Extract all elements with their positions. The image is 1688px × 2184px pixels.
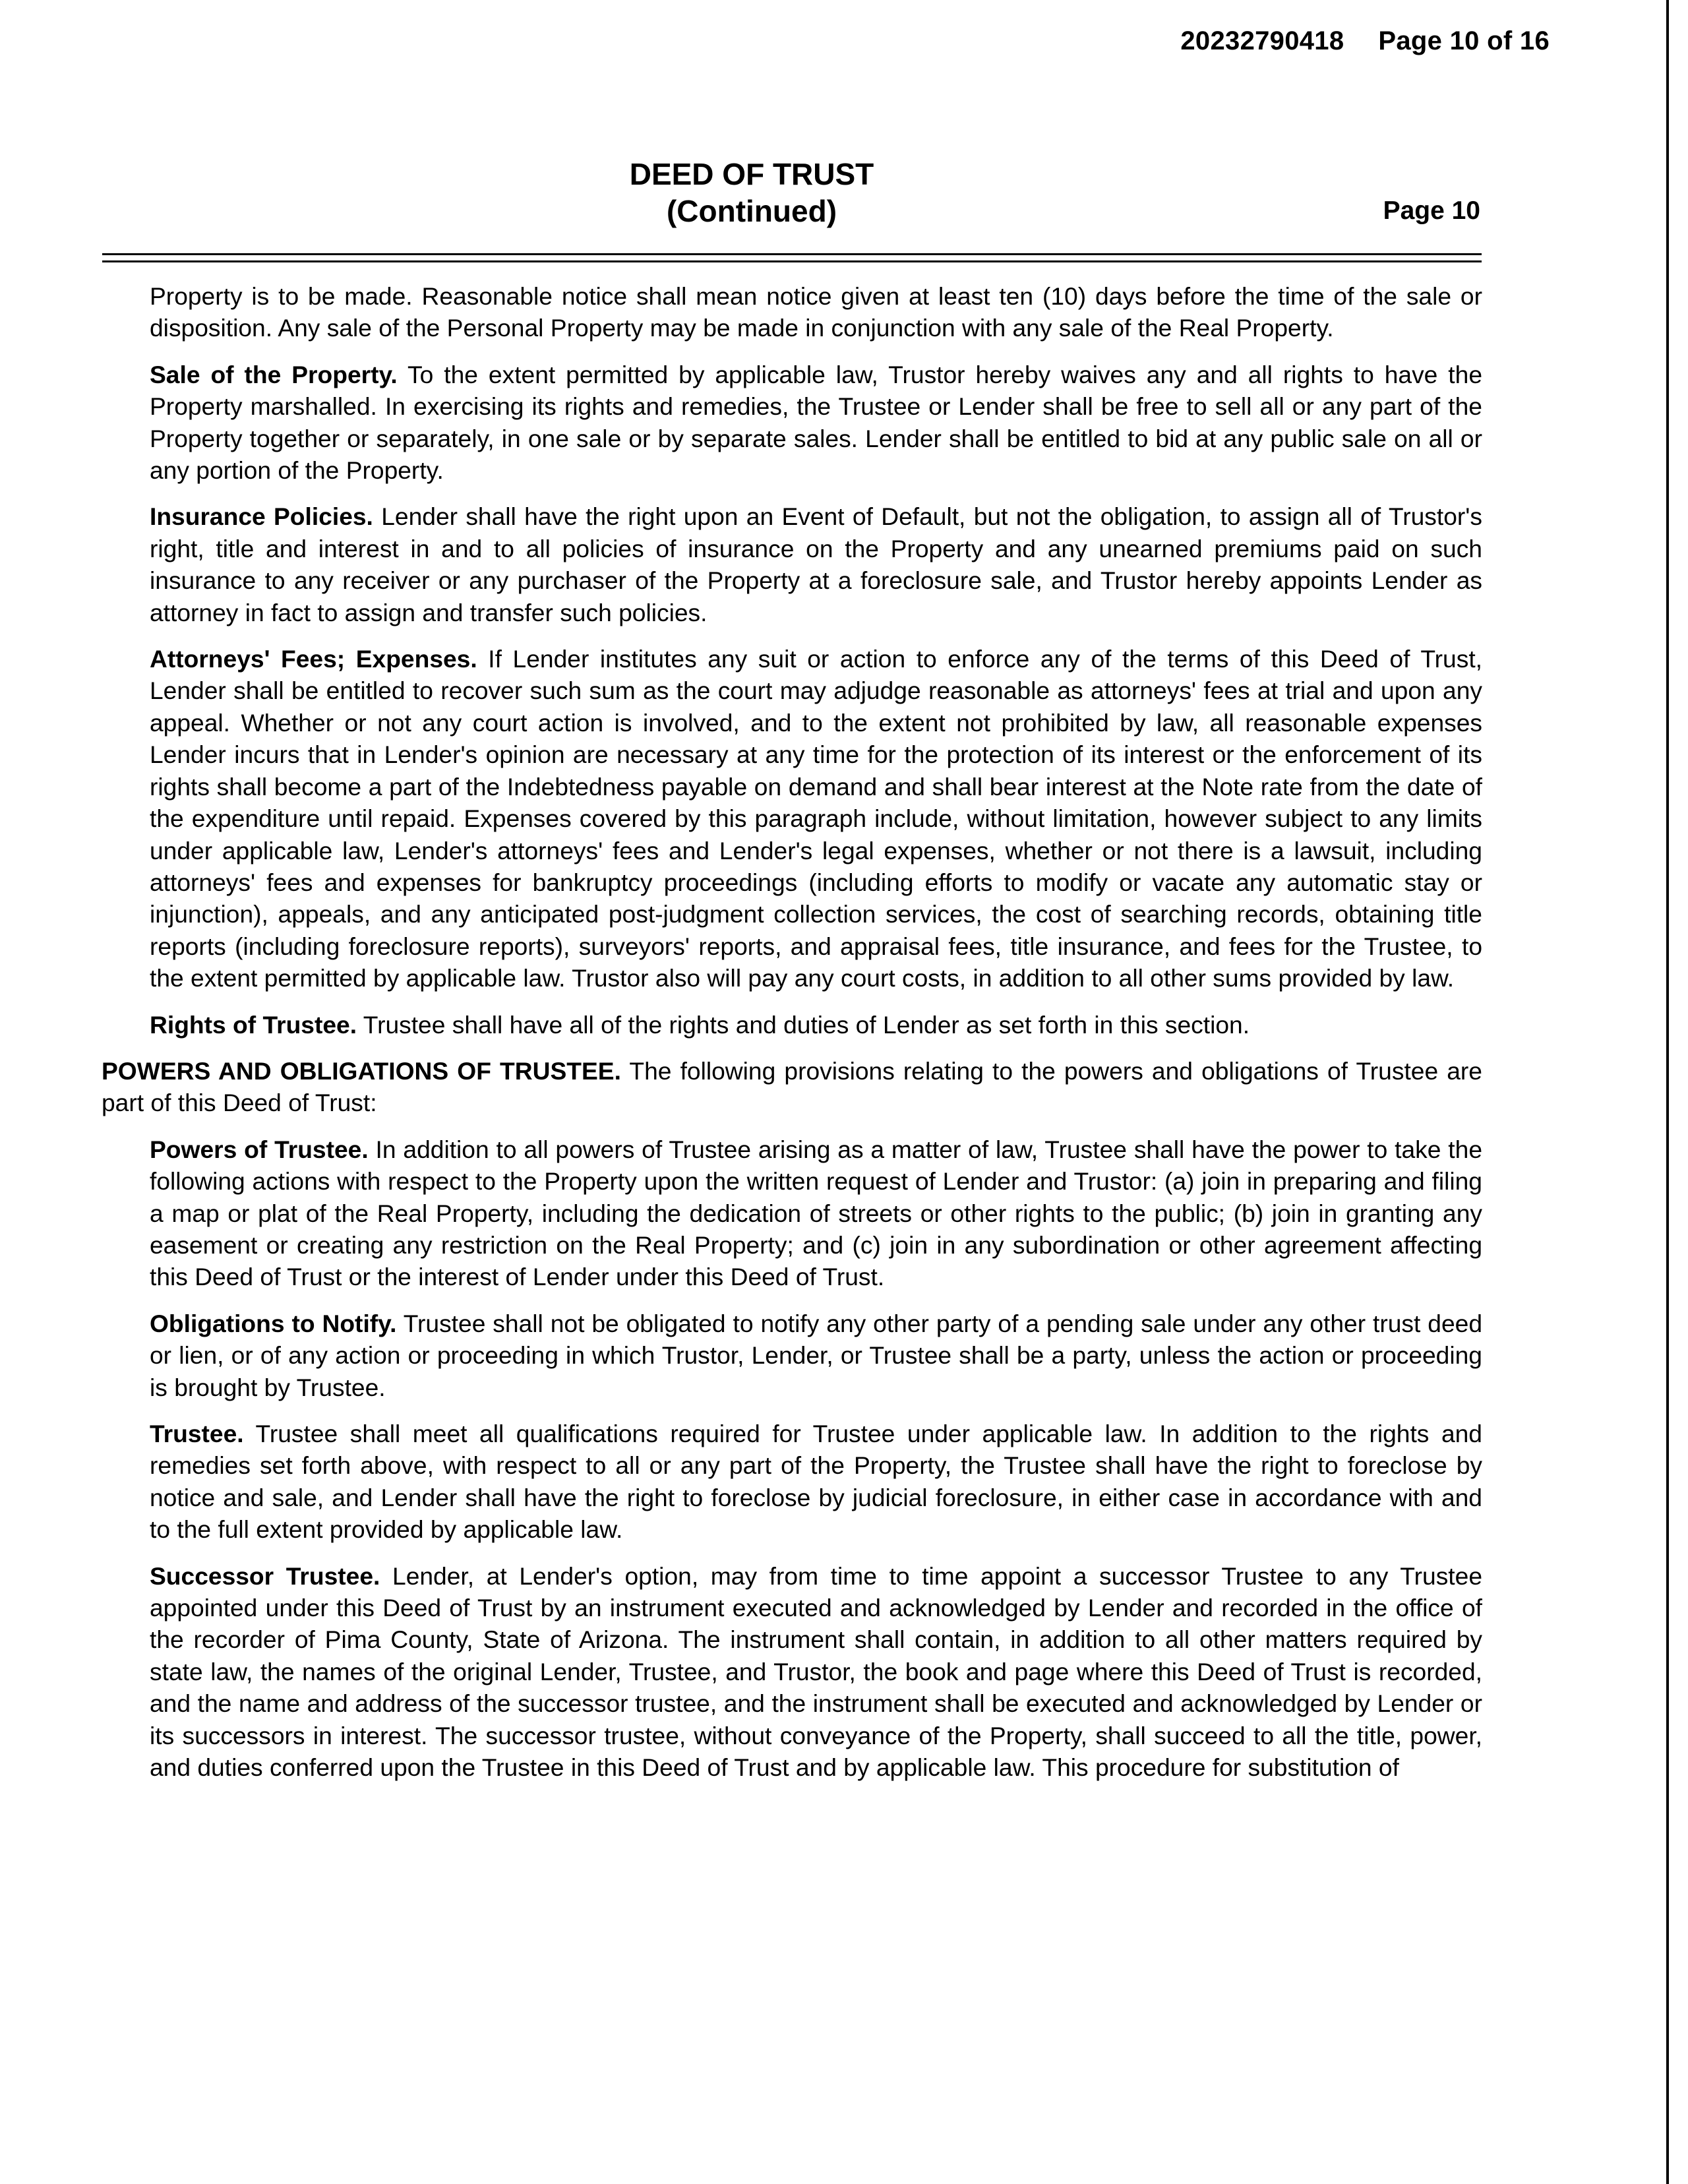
document-title-block bbox=[0, 156, 1503, 229]
section-heading: POWERS AND OBLIGATIONS OF TRUSTEE. bbox=[102, 1056, 621, 1085]
paragraph-heading: Powers of Trustee. bbox=[150, 1135, 369, 1163]
paragraph-heading: Successor Trustee. bbox=[150, 1562, 380, 1590]
header-rule-bottom bbox=[102, 260, 1482, 262]
paragraph-text: Trustee shall have all of the rights and duties of Lender as set forth in this section. bbox=[363, 1010, 1250, 1039]
paragraph-text: If Lender institutes any suit or action to enforce any of the terms of this Deed of Trust, Lender shall be entitled to recover such sum as the court may adjudge reasonable as attorneys' fees at trial and upon any appeal. Whether or not any court action is involved, and to the extent not prohibited by law, all reasonable expenses Lender incurs that in Lender's opinion are necessary at any time for the protection of its interest or the enforcement of its rights shall become a part of the Indebtedness payable on demand and shall bear interest at the Note rate from the date of the expenditure until repaid. Expenses covered by this paragraph include, without limitation, however subject to any limits under applicable law, Lender's attorneys' fees and Lender's legal expenses, whether or not there is a lawsuit, including attorneys' fees and expenses for bankruptcy proceedings (including efforts to modify or vacate any automatic stay or injunction), appeals, and any anticipated post-judgment collection services, the cost of searching records, obtaining title reports (including foreclosure reports), surveyors' reports, and appraisal fees, title insurance, and fees for the Trustee, to the extent permitted by applicable law. Trustor also will pay any court costs, in addition to all other sums provided by law. bbox=[150, 645, 1482, 992]
page-edge-line bbox=[1666, 0, 1669, 2184]
document-title: DEED OF TRUST bbox=[629, 157, 874, 191]
paragraph-text: Lender, at Lender's option, may from time to time appoint a successor Trustee to any Trustee appointed under this Deed of Trust by an instrument executed and acknowledged by Lender and recorded in the office of the recorder of Pima County, State of Arizona. The instrument shall contain, in addition to all other matters required by state law, the names of the original Lender, Trustee, and Trustor, the book and page where this Deed of Trust is recorded, and the name and address of the successor trustee, and the instrument shall be executed and acknowledged by Lender or its successors in interest. The successor trustee, without conveyance of the Property, shall succeed to all the title, power, and duties conferred upon the Trustee in this Deed of Trust and by applicable law. This procedure for substitution of bbox=[150, 1562, 1482, 1782]
paragraph-heading: Trustee. bbox=[150, 1420, 244, 1447]
paragraph-rights-of-trustee bbox=[150, 1009, 1482, 1041]
document-body bbox=[102, 280, 1482, 1798]
paragraph-continuation bbox=[150, 280, 1482, 344]
paragraph-heading: Attorneys' Fees; Expenses. bbox=[150, 645, 477, 673]
paragraph-text: To the extent permitted by applicable law, Trustor hereby waives any and all rights to have the Property marshalled. In exercising its rights and remedies, the Trustee or Lender shall be free to sell all or any part of the Property together or separately, in one sale or by separate sales. Lender shall be entitled to bid at any public sale on all or any portion of the Property. bbox=[150, 360, 1483, 485]
paragraph-attorneys-fees bbox=[150, 643, 1482, 994]
paragraph-text: In addition to all powers of Trustee arising as a matter of law, Trustee shall have the power to take the following actions with respect to the Property upon the written request of Lender and Trustor: (a) join in preparing and filing a map or plat of the Real Property, including the dedication of streets or other rights to the public; (b) join in granting any easement or creating any restriction on the Real Property; and (c) join in any subordination or other agreement affecting this Deed of Trust or the interest of Lender under this Deed of Trust. bbox=[150, 1135, 1482, 1291]
paragraph-heading: Insurance Policies. bbox=[150, 502, 373, 531]
paragraph-text: Trustee shall meet all qualifications required for Trustee under applicable law. In addition to the rights and remedies set forth above, with respect to all or any part of the Property, the Trustee shall have the right to foreclose by notice and sale, and Lender shall have the right to foreclose by judicial foreclosure, in either case in accordance with and to the full extent provided by applicable law. bbox=[150, 1420, 1482, 1544]
section-powers-obligations bbox=[102, 1055, 1482, 1119]
page-label: Page 10 bbox=[1383, 197, 1480, 225]
paragraph-sale-of-property bbox=[150, 359, 1482, 487]
paragraph-heading: Rights of Trustee. bbox=[150, 1010, 357, 1039]
paragraph-obligations-to-notify bbox=[150, 1308, 1482, 1403]
recording-header bbox=[1180, 26, 1550, 56]
paragraph-powers-of-trustee bbox=[150, 1134, 1482, 1293]
paragraph-successor-trustee bbox=[150, 1560, 1482, 1784]
paragraph-text: Lender shall have the right upon an Event of Default, but not the obligation, to assign all of Trustor's right, title and interest in and to all policies of insurance on the Property and any unearned premiums paid on such insurance to any receiver or any purchaser of the Property at a foreclosure sale, and Trustor hereby appoints Lender as attorney in fact to assign and transfer such policies. bbox=[150, 502, 1482, 626]
paragraph-trustee bbox=[150, 1418, 1482, 1546]
paragraph-heading: Obligations to Notify. bbox=[150, 1309, 397, 1337]
paragraph-heading: Sale of the Property. bbox=[150, 360, 398, 388]
paragraph-text: Property is to be made. Reasonable notice shall mean notice given at least ten (10) days before the time of the sale or disposition. Any sale of the Personal Property may be made in conjunction with any sale of the Real Property. bbox=[150, 282, 1482, 342]
recording-number: 20232790418 bbox=[1180, 26, 1344, 55]
paragraph-text: Trustee shall not be obligated to notify any other party of a pending sale under any other trust deed or lien, or of any action or proceeding in which Trustor, Lender, or Trustee shall be a party, unless the action or proceeding is brought by Trustee. bbox=[150, 1309, 1483, 1401]
recording-page-info: Page 10 of 16 bbox=[1378, 26, 1550, 55]
document-subtitle: (Continued) bbox=[666, 194, 837, 228]
header-rule-top bbox=[102, 253, 1482, 255]
section-intro-text: The following provisions relating to the powers and obligations of Trustee are part of this Deed of Trust: bbox=[102, 1056, 1482, 1117]
paragraph-insurance-policies bbox=[150, 501, 1482, 628]
